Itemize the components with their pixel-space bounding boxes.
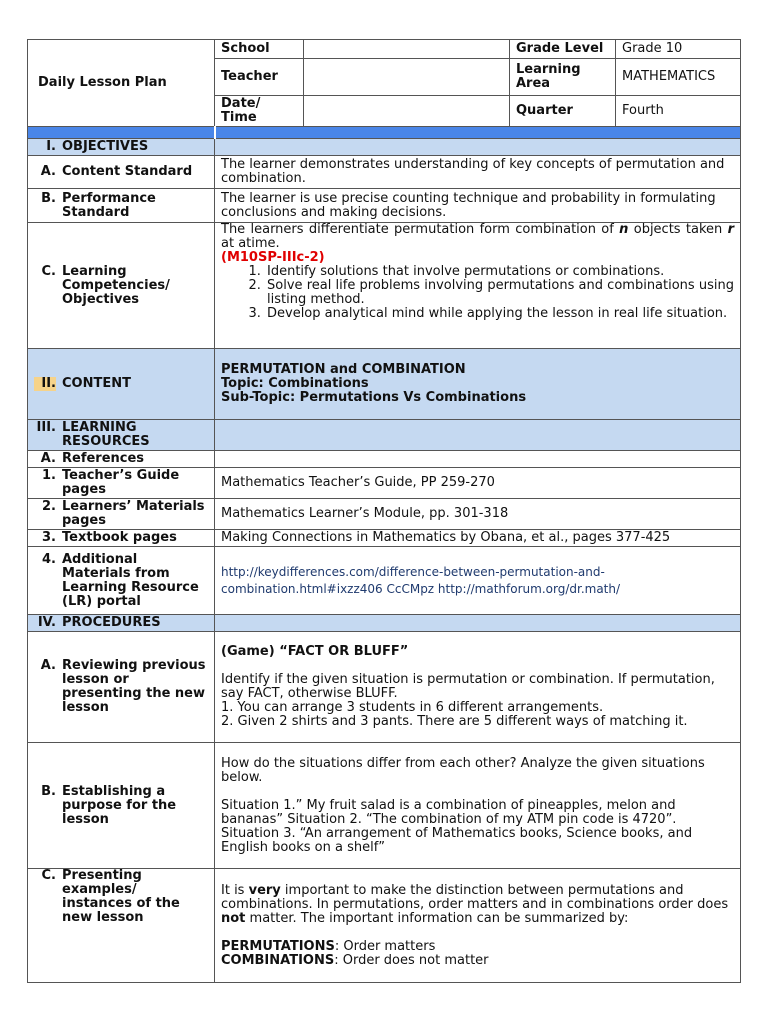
purpose-question: How do the situations differ from each other? Analyze the given situations below. [221, 755, 705, 785]
textbook-label: 3. Textbook pages [28, 530, 215, 547]
game-instructions: Identify if the given situation is permutation or combination. If permutation, say FACT, otherwise BLUFF. [221, 672, 715, 701]
learners-materials-label: 2. Learners’ Materials pages [28, 499, 215, 530]
teachers-guide-label: 1. Teacher’s Guide pages [28, 468, 215, 499]
teacher-label: Teacher [215, 59, 304, 96]
lesson-plan-document [27, 39, 740, 983]
competencies-list [221, 265, 734, 321]
presenting-examples-content [215, 869, 741, 983]
permutations-summary: PERMUTATIONS: Order matters [221, 938, 436, 954]
section-resources-label: III. LEARNING RESOURCES [28, 420, 215, 451]
purpose-situations: Situation 1.” My fruit salad is a combination of pineapples, melon and bananas” Situation 2. “The combination of my ATM pin code is 4720”. Situation 3. “An arrangement of Mathematics books, Science books, and English books on a shelf” [221, 797, 693, 855]
date-time-value [304, 96, 510, 127]
quarter-value: Fourth [616, 96, 741, 127]
lesson-plan-table [27, 39, 741, 983]
game-item-1: 1. You can arrange 3 students in 6 different arrangements. [221, 700, 604, 715]
separator-bar [28, 127, 741, 139]
list-item: 1. Identify solutions that involve permutations or combinations. [265, 265, 734, 279]
additional-materials-link[interactable]: http://keydifferences.com/difference-between-permutation-and-combination.html#ixzz406 CcCMpz http://mathforum.org/dr.math/ [215, 547, 741, 615]
section-objectives-value [215, 139, 741, 156]
textbook-value: Making Connections in Mathematics by Obana, et al., pages 377-425 [215, 530, 741, 547]
list-item: 3. Develop analytical mind while applying the lesson in real life situation. [265, 307, 734, 321]
quarter-label: Quarter [510, 96, 616, 127]
reviewing-lesson-content [215, 632, 741, 743]
section-resources-value [215, 420, 741, 451]
section-objectives-label: I. OBJECTIVES [28, 139, 215, 156]
school-label: School [215, 40, 304, 59]
performance-standard-text: The learner is use precise counting technique and probability in formulating conclusions and making decisions. [215, 189, 741, 223]
game-title: (Game) “FACT OR BLUFF” [221, 644, 409, 659]
presenting-examples-label: C. Presenting examples/ instances of the new lesson [28, 869, 215, 983]
additional-materials-label: 4. Additional Materials from Learning Resource (LR) portal [28, 547, 215, 615]
learners-materials-value: Mathematics Learner’s Module, pp. 301-318 [215, 499, 741, 530]
establishing-purpose-label: B. Establishing a purpose for the lesson [28, 743, 215, 869]
content-subtopic: Sub-Topic: Permutations Vs Combinations [221, 390, 527, 405]
section-content-value [215, 349, 741, 420]
learning-area-label: Learning Area [510, 59, 616, 96]
section-procedures-value [215, 615, 741, 632]
list-item: 2. Solve real life problems involving permutations and combinations using listing method. [265, 279, 734, 307]
content-topic: Topic: Combinations [221, 376, 369, 391]
grade-level-value: Grade 10 [616, 40, 741, 59]
references-value [215, 451, 741, 468]
performance-standard-label: B. Performance Standard [28, 189, 215, 223]
competency-code: (M10SP-IIIc-2) [221, 250, 325, 265]
competencies-label: C. Learning Competencies/ Objectives [28, 223, 215, 349]
teachers-guide-value: Mathematics Teacher’s Guide, PP 259-270 [215, 468, 741, 499]
grade-level-label: Grade Level [510, 40, 616, 59]
teacher-value [304, 59, 510, 96]
learning-area-value: MATHEMATICS [616, 59, 741, 96]
competencies-intro: The learners differentiate permutation form combination of n objects taken r at atime. [221, 222, 734, 251]
school-value [304, 40, 510, 59]
references-label: A. References [28, 451, 215, 468]
examples-explanation: It is very important to make the distinction between permutations and combinations. In permutations, order matters and in combinations order does not matter. The important information can be summarized by: [221, 882, 729, 926]
content-standard-text: The learner demonstrates understanding of key concepts of permutation and combination. [215, 156, 741, 189]
game-item-2: 2. Given 2 shirts and 3 pants. There are 5 different ways of matching it. [221, 714, 688, 729]
content-title: PERMUTATION and COMBINATION [221, 362, 466, 377]
reviewing-lesson-label: A. Reviewing previous lesson or presenting the new lesson [28, 632, 215, 743]
combinations-summary: COMBINATIONS: Order does not matter [221, 952, 489, 968]
content-standard-label: A. Content Standard [28, 156, 215, 189]
competencies-content [215, 223, 741, 349]
date-time-label: Date/ Time [215, 96, 304, 127]
section-content-label: II. CONTENT [28, 349, 215, 420]
section-procedures-label: IV. PROCEDURES [28, 615, 215, 632]
document-title: Daily Lesson Plan [28, 40, 215, 127]
establishing-purpose-content [215, 743, 741, 869]
